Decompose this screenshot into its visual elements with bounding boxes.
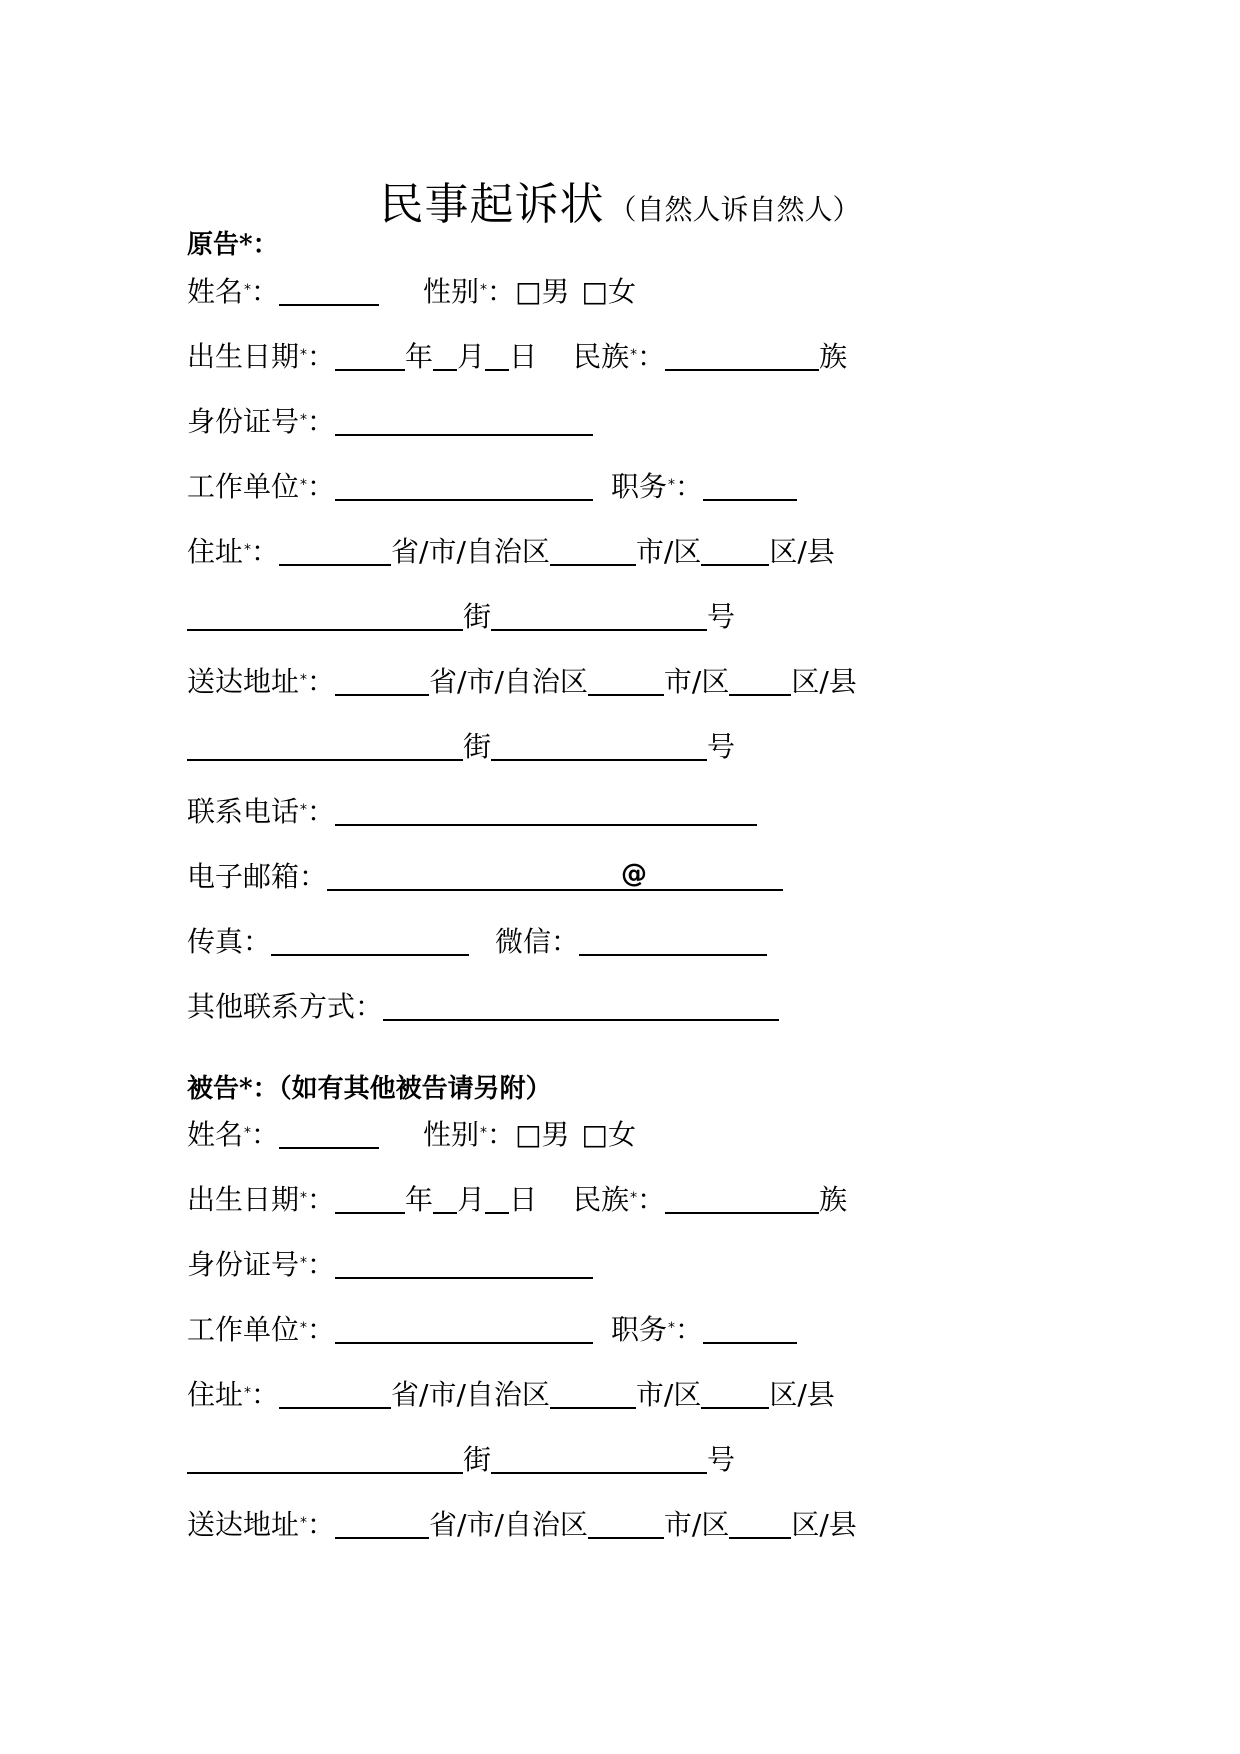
plaintiff-address-street-row: 街 号 <box>187 597 735 637</box>
plaintiff-id-field[interactable] <box>335 404 593 436</box>
phone-label: 联系电话 <box>187 795 300 828</box>
name-label: 姓名 <box>187 275 244 308</box>
id-label: 身份证号 <box>187 405 300 438</box>
email-label: 电子邮箱 <box>187 860 300 893</box>
defendant-ethnicity-field[interactable] <box>665 1182 819 1214</box>
id-label: 身份证号 <box>187 1248 300 1281</box>
defendant-name-field[interactable] <box>279 1117 379 1149</box>
defendant-birth-month-field[interactable] <box>433 1182 457 1214</box>
plaintiff-phone-row: 联系电话 * ： <box>187 792 757 832</box>
plaintiff-birth-month-field[interactable] <box>433 339 457 371</box>
defendant-female-checkbox[interactable]: □女 <box>581 1118 636 1151</box>
ethnicity-label: 民族 <box>573 1183 630 1216</box>
service-address-label: 送达地址 <box>187 1508 300 1541</box>
fax-label: 传真 <box>187 925 244 958</box>
defendant-address-province-field[interactable] <box>279 1377 391 1409</box>
plaintiff-wechat-field[interactable] <box>579 924 767 956</box>
plaintiff-email-field[interactable] <box>327 859 783 891</box>
plaintiff-fax-field[interactable] <box>271 924 469 956</box>
defendant-birth-year-field[interactable] <box>335 1182 405 1214</box>
defendant-service-city-field[interactable] <box>588 1507 664 1539</box>
plaintiff-address-row: 住址 * ： 省/市/自治区 市/区 区/县 <box>187 532 835 572</box>
plaintiff-address-province-field[interactable] <box>279 534 391 566</box>
address-label: 住址 <box>187 535 244 568</box>
plaintiff-fax-row: 传真 ： 微信 ： <box>187 922 767 962</box>
other-contact-label: 其他联系方式 <box>187 990 356 1023</box>
defendant-position-field[interactable] <box>703 1312 797 1344</box>
ethnicity-label: 民族 <box>573 340 630 373</box>
defendant-address-city-field[interactable] <box>550 1377 636 1409</box>
plaintiff-birth-day-field[interactable] <box>485 339 509 371</box>
defendant-address-street-row: 街 号 <box>187 1440 735 1480</box>
wechat-label: 微信 <box>495 925 552 958</box>
plaintiff-service-number-field[interactable] <box>491 729 707 761</box>
service-address-label: 送达地址 <box>187 665 300 698</box>
position-label: 职务 <box>611 1313 668 1346</box>
defendant-name-row: 姓名 * ： 性别 * ： □男 □女 <box>187 1115 636 1155</box>
birth-label: 出生日期 <box>187 1183 300 1216</box>
defendant-id-field[interactable] <box>335 1247 593 1279</box>
plaintiff-email-row: 电子邮箱 ： @ <box>187 857 783 897</box>
defendant-employer-row: 工作单位 * ： 职务 * ： <box>187 1310 797 1350</box>
title-subtitle: （自然人诉自然人） <box>608 193 861 226</box>
plaintiff-position-field[interactable] <box>703 469 797 501</box>
employer-label: 工作单位 <box>187 1313 300 1346</box>
plaintiff-service-city-field[interactable] <box>588 664 664 696</box>
defendant-service-county-field[interactable] <box>729 1507 791 1539</box>
plaintiff-id-row: 身份证号 * ： <box>187 402 593 442</box>
defendant-id-row: 身份证号 * ： <box>187 1245 593 1285</box>
plaintiff-other-contact-field[interactable] <box>383 989 779 1021</box>
defendant-address-row: 住址 * ： 省/市/自治区 市/区 区/县 <box>187 1375 835 1415</box>
plaintiff-birth-row: 出生日期 * ： 年 月 日 民族 * ： 族 <box>187 337 847 377</box>
plaintiff-name-field[interactable] <box>279 274 379 306</box>
plaintiff-service-address-row: 送达地址 * ： 省/市/自治区 市/区 区/县 <box>187 662 857 702</box>
defendant-address-county-field[interactable] <box>701 1377 769 1409</box>
defendant-birth-row: 出生日期 * ： 年 月 日 民族 * ： 族 <box>187 1180 847 1220</box>
defendant-employer-field[interactable] <box>335 1312 593 1344</box>
at-sign: @ <box>621 859 648 889</box>
defendant-birth-day-field[interactable] <box>485 1182 509 1214</box>
plaintiff-male-checkbox[interactable]: □男 <box>515 275 570 308</box>
defendant-service-province-field[interactable] <box>335 1507 429 1539</box>
title-main: 民事起诉状 <box>379 179 605 230</box>
plaintiff-address-number-field[interactable] <box>491 599 707 631</box>
plaintiff-employer-field[interactable] <box>335 469 593 501</box>
defendant-address-street-field[interactable] <box>187 1442 463 1474</box>
gender-label: 性别 <box>423 1118 480 1151</box>
plaintiff-service-province-field[interactable] <box>335 664 429 696</box>
plaintiff-name-row: 姓名 * ： 性别 * ： □男 □女 <box>187 272 636 312</box>
employer-label: 工作单位 <box>187 470 300 503</box>
defendant-address-number-field[interactable] <box>491 1442 707 1474</box>
plaintiff-address-street-field[interactable] <box>187 599 463 631</box>
plaintiff-service-street-field[interactable] <box>187 729 463 761</box>
name-label: 姓名 <box>187 1118 244 1151</box>
plaintiff-address-city-field[interactable] <box>550 534 636 566</box>
birth-label: 出生日期 <box>187 340 300 373</box>
document-title <box>0 168 1240 232</box>
position-label: 职务 <box>611 470 668 503</box>
plaintiff-phone-field[interactable] <box>335 794 757 826</box>
defendant-service-address-row: 送达地址 * ： 省/市/自治区 市/区 区/县 <box>187 1505 857 1545</box>
defendant-heading: 被告*：（如有其他被告请另附） <box>187 1074 552 1104</box>
gender-label: 性别 <box>423 275 480 308</box>
plaintiff-other-contact-row: 其他联系方式 ： <box>187 987 779 1027</box>
plaintiff-address-county-field[interactable] <box>701 534 769 566</box>
plaintiff-ethnicity-field[interactable] <box>665 339 819 371</box>
plaintiff-employer-row: 工作单位 * ： 职务 * ： <box>187 467 797 507</box>
plaintiff-service-street-row: 街 号 <box>187 727 735 767</box>
plaintiff-service-county-field[interactable] <box>729 664 791 696</box>
defendant-male-checkbox[interactable]: □男 <box>515 1118 570 1151</box>
plaintiff-birth-year-field[interactable] <box>335 339 405 371</box>
plaintiff-heading: 原告*： <box>187 230 279 260</box>
address-label: 住址 <box>187 1378 244 1411</box>
plaintiff-female-checkbox[interactable]: □女 <box>581 275 636 308</box>
